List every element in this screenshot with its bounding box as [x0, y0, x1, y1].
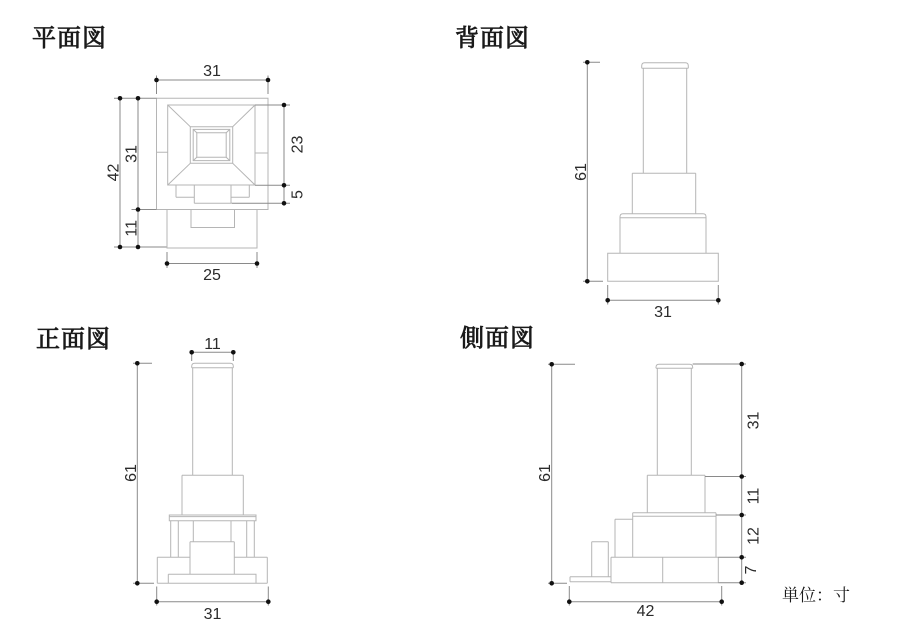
front-step2 [182, 475, 243, 515]
back-base [608, 253, 719, 281]
dim-dot [266, 78, 271, 83]
front-dim-height: 61 [123, 464, 140, 482]
dim-dot [154, 78, 159, 83]
plan-dim-left-lower: 11 [123, 219, 141, 237]
dim-dot [136, 245, 141, 250]
plan-dim-left-total: 42 [105, 163, 123, 182]
plan-dim-top-width: 31 [203, 63, 221, 80]
plan-view [32, 25, 307, 284]
back-step3 [620, 214, 706, 254]
dim-dot [282, 103, 287, 108]
plan-inner-square [197, 133, 226, 157]
plan-dim-bottom-line [167, 252, 257, 268]
side-view [460, 325, 763, 620]
side-column [657, 368, 691, 475]
dim-dot [135, 581, 140, 586]
back-dim-width-line [608, 285, 719, 305]
dim-dot [739, 362, 744, 367]
dim-dot [282, 183, 287, 188]
back-cap [642, 63, 689, 69]
unit-note: 単位：寸 [782, 586, 850, 605]
front-view-title: 正面図 [36, 326, 111, 353]
dim-dot [719, 599, 724, 604]
side-dim-right-lines [693, 364, 746, 583]
dim-dot [585, 60, 590, 65]
plan-dim-left-upper: 31 [123, 145, 141, 163]
front-base-inner-plate [168, 574, 256, 583]
front-column [193, 368, 233, 476]
side-left-plate [570, 577, 611, 582]
side-base [611, 557, 718, 582]
plan-inner-diagonals [193, 129, 230, 160]
side-left-step [592, 542, 609, 577]
dim-dot [255, 261, 260, 266]
front-cap [192, 363, 234, 367]
plan-dim-right-band: 5 [289, 190, 307, 199]
plan-dim-right-bevel: 23 [289, 135, 307, 154]
dim-dot [165, 261, 170, 266]
back-step2 [632, 173, 695, 213]
dim-dot [266, 599, 271, 604]
dim-dot [739, 580, 744, 585]
dim-dot [135, 361, 140, 366]
dim-dot [716, 298, 721, 303]
dim-dot [567, 599, 572, 604]
dim-dot [136, 207, 141, 212]
plan-view-title: 平面図 [32, 25, 107, 52]
back-view-title: 背面図 [455, 25, 530, 52]
front-walls [171, 521, 255, 558]
plan-middle-square-inner [193, 129, 230, 160]
front-center-rect [193, 521, 231, 542]
plan-side-ticks [157, 152, 269, 153]
dim-dot [739, 474, 744, 479]
dim-dot [118, 245, 123, 250]
front-dim-width: 31 [203, 606, 222, 623]
dim-dot [154, 599, 159, 604]
side-step2 [647, 475, 705, 512]
side-dim-width: 42 [636, 603, 655, 620]
front-center-box [190, 542, 234, 575]
dim-dot [739, 513, 744, 518]
plan-dim-bottom-width: 25 [203, 267, 221, 284]
dim-dot [605, 298, 610, 303]
side-cap [656, 364, 693, 368]
back-column [643, 68, 686, 173]
dim-dot [189, 350, 194, 355]
plan-lower-block [167, 210, 257, 249]
side-dim-height: 61 [537, 464, 554, 482]
plan-lower-inner-rect [191, 210, 235, 228]
side-dim-base: 7 [743, 565, 760, 575]
front-view [36, 326, 271, 623]
dim-dot [739, 555, 744, 560]
front-dim-width-line [157, 587, 269, 606]
front-base [157, 557, 267, 583]
dim-dot [118, 96, 123, 101]
back-dim-width: 31 [654, 304, 672, 321]
back-dim-height: 61 [573, 163, 590, 181]
back-view [455, 25, 721, 321]
side-dim-column: 31 [745, 411, 763, 430]
front-flange [169, 515, 256, 521]
front-dim-top-width: 11 [204, 336, 221, 353]
side-step3 [615, 513, 716, 558]
dim-dot [136, 96, 141, 101]
dim-dot [585, 279, 590, 284]
side-dim-step-mid: 12 [745, 527, 763, 545]
side-dim-step-upper: 11 [745, 487, 763, 505]
dim-dot [549, 362, 554, 367]
dim-dot [282, 201, 287, 206]
plan-band [176, 185, 249, 203]
dim-dot [231, 350, 236, 355]
plan-outer-square [157, 98, 269, 209]
dim-dot [549, 581, 554, 586]
plan-bevel-diagonals [168, 105, 255, 185]
front-dim-top-line [192, 352, 234, 361]
side-view-title: 側面図 [460, 325, 535, 352]
